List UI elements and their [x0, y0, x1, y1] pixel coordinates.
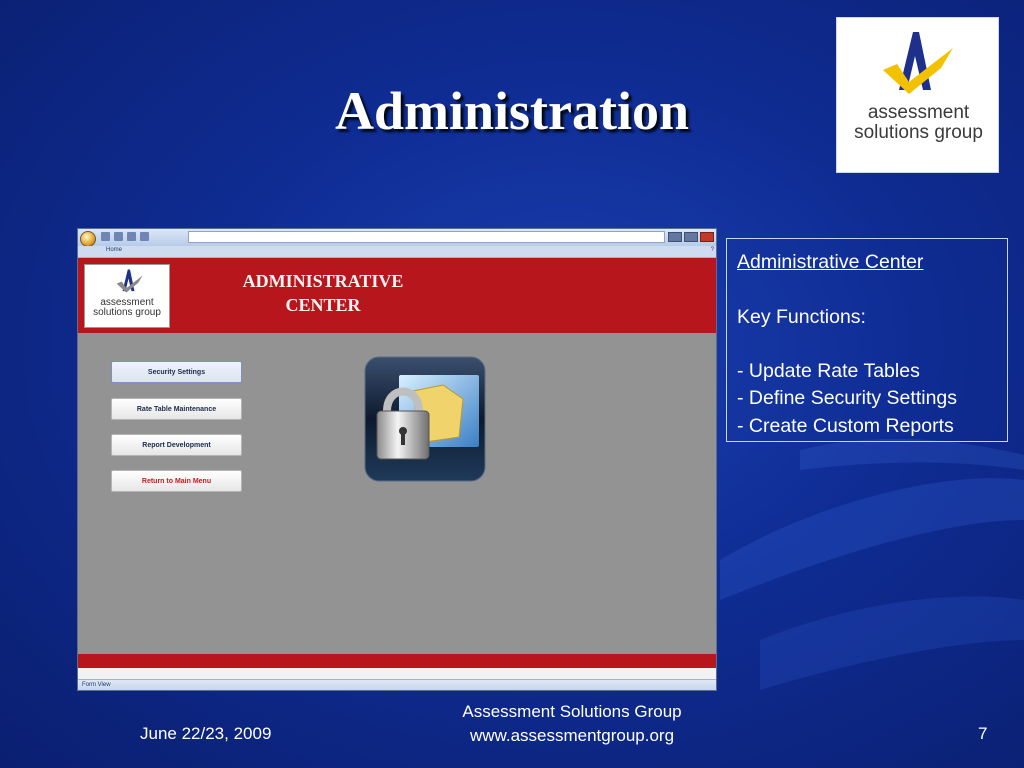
tab-home[interactable]: Home — [106, 247, 123, 253]
form-footer-bar — [78, 654, 717, 668]
return-to-main-menu-button[interactable]: Return to Main Menu — [111, 470, 242, 492]
title-bar — [78, 229, 717, 246]
maximize-icon[interactable] — [684, 232, 698, 242]
slide-title: Administration — [334, 81, 690, 141]
redo-icon[interactable] — [127, 232, 136, 241]
quick-access-toolbar — [101, 232, 149, 241]
form-title-line-2: CENTER — [285, 295, 361, 315]
form-title — [218, 269, 428, 317]
form-header — [78, 258, 717, 333]
save-icon[interactable] — [101, 232, 110, 241]
panel-heading: Administrative Center — [737, 251, 924, 273]
padlock-folder-icon — [363, 355, 487, 483]
help-icon[interactable]: ? — [710, 247, 714, 253]
status-text: Form View — [82, 682, 111, 688]
panel-item: - Define Security Settings — [737, 387, 958, 410]
logo-line-2: solutions group — [854, 122, 983, 143]
window-controls — [668, 232, 714, 242]
logo-line-1: assessment — [867, 102, 970, 123]
info-panel — [726, 238, 1008, 442]
rate-table-maintenance-button[interactable]: Rate Table Maintenance — [111, 398, 242, 420]
footer-org: Assessment Solutions Group — [462, 702, 682, 721]
footer-url: www.assessmentgroup.org — [469, 726, 675, 745]
company-logo — [836, 17, 999, 173]
undo-icon[interactable] — [114, 232, 123, 241]
footer-date: June 22/23, 2009 — [140, 724, 272, 743]
form-logo-line-1: assessment — [100, 297, 154, 308]
form-logo — [84, 264, 170, 328]
minimize-icon[interactable] — [668, 232, 682, 242]
status-bar — [78, 679, 717, 691]
form-footer-strip — [78, 668, 717, 679]
ribbon-tabs — [78, 246, 717, 258]
title-field — [188, 231, 665, 243]
form-logo-line-2: solutions group — [93, 307, 161, 318]
access-form-screenshot — [77, 228, 717, 691]
form-title-line-1: ADMINISTRATIVE — [242, 271, 404, 291]
customize-icon[interactable] — [140, 232, 149, 241]
security-settings-button[interactable]: Security Settings — [111, 361, 242, 383]
close-icon[interactable] — [700, 232, 714, 242]
footer-center — [412, 700, 732, 748]
panel-item: - Create Custom Reports — [737, 414, 954, 437]
page-number: 7 — [978, 724, 988, 743]
office-button-icon[interactable] — [80, 231, 96, 247]
panel-subheading: Key Functions: — [737, 305, 866, 328]
report-development-button[interactable]: Report Development — [111, 434, 242, 456]
asg-logo-icon — [879, 28, 959, 103]
panel-item: - Update Rate Tables — [737, 360, 920, 383]
asg-logo-icon — [115, 268, 145, 296]
